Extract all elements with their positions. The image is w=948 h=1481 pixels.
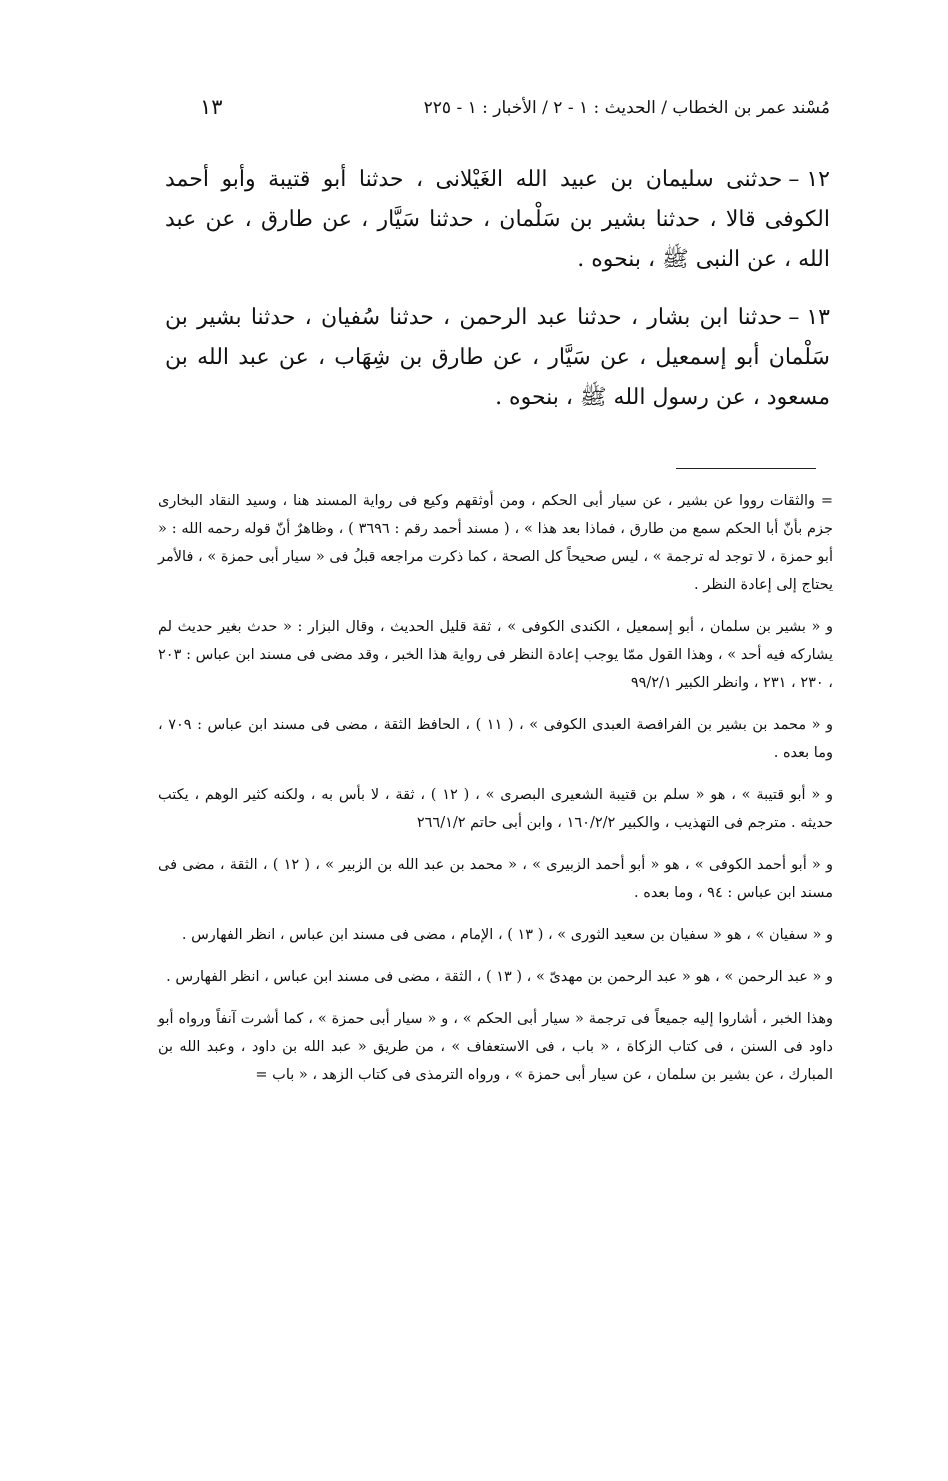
hadith-12	[165, 160, 830, 280]
hadith-number: ١٣ –	[788, 305, 830, 330]
footnote-paragraph: و « بشير بن سلمان ، أبو إسمعيل ، الكندى الكوفى » ، ثقة قليل الحديث ، وقال البزار : « حدث بغير حديث لم يشاركه فيه أحد » ، وهذا القول ممّا يوجب إعادة النظر فى رواية هذا الخبر ، وقد مضى فى مسند ابن عباس : ٢٠٣ ، ٢٣٠ ، ٢٣١ ، وانظر الكبير ٩٩/٢/١	[158, 619, 833, 691]
hadith-13	[165, 298, 830, 418]
footnote-paragraph: = والثقات رووا عن بشير ، عن سيار أبى الحكم ، ومن أوثقهم وكيع فى رواية المسند هنا ، وسيد النقاد البخارى جزم بأنّ أبا الحكم سمع من طارق ، فماذا بعد هذا » ، ( مسند أحمد رقم : ٣٦٩٦ ) ، وظاهرٌ أنّ قوله رحمه الله : « أبو حمزة ، لا توجد له ترجمة » ، ليس صحيحاً كل الصحة ، كما ذكرت مراجعه قبلُ فى « سيار أبى حمزة » ، فالأمر يحتاج إلى إعادة النظر .	[158, 493, 833, 593]
hadith-text: حدثنا ابن بشار ، حدثنا عبد الرحمن ، حدثنا سُفيان ، حدثنا بشير بن سَلْمان أبو إسمعيل ، عن سَيَّار ، عن طارق بن شِهَاب ، عن عبد الله بن مسعود ، عن رسول الله ﷺ ، بنحوه .	[165, 305, 830, 410]
footnote-paragraph: و « عبد الرحمن » ، هو « عبد الرحمن بن مهدىّ » ، ( ١٣ ) ، الثقة ، مضى فى مسند ابن عباس ، انظر الفهارس .	[166, 969, 833, 985]
page-number: ١٣	[200, 95, 223, 119]
running-header	[150, 94, 830, 126]
main-text	[165, 160, 830, 436]
footnote-paragraph: وهذا الخبر ، أشاروا إليه جميعاً فى ترجمة « سيار أبى الحكم » ، و « سيار أبى حمزة » ، كما أشرت آنفاً ورواه أبو داود فى السنن ، فى كتاب الزكاة ، « باب ، فى الاستعفاف » ، من طريق « عبد الله بن داود ، وعبد الله بن المبارك ، عن بشير بن سلمان ، عن سيار أبى حمزة » ، ورواه الترمذى فى كتاب الزهد ، « باب =	[158, 1011, 833, 1083]
footnote-separator	[676, 468, 816, 469]
footnotes	[158, 487, 833, 1103]
hadith-text: حدثنى سليمان بن عبيد الله الغَيْلانى ، حدثنا أبو قتيبة وأبو أحمد الكوفى قالا ، حدثنا بشير بن سَلْمان ، حدثنا سَيَّار ، عن طارق ، عن عبد الله ، عن النبى ﷺ ، بنحوه .	[165, 167, 830, 272]
footnote-paragraph: و « سفيان » ، هو « سفيان بن سعيد الثورى » ، ( ١٣ ) ، الإمام ، مضى فى مسند ابن عباس ، انظر الفهارس .	[181, 927, 833, 943]
footnote-paragraph: و « أبو أحمد الكوفى » ، هو « أبو أحمد الزبيرى » ، « محمد بن عبد الله بن الزبير » ، ( ١٢ ) ، الثقة ، مضى فى مسند ابن عباس : ٩٤ ، وما بعده .	[158, 857, 833, 901]
running-title: مُسْند عمر بن الخطاب / الحديث : ١ - ٢ / الأخبار : ١ - ٢٢٥	[423, 98, 830, 118]
hadith-number: ١٢ –	[788, 167, 830, 192]
footnote-paragraph: و « أبو قتيبة » ، هو « سلم بن قتيبة الشعيرى البصرى » ، ( ١٢ ) ، ثقة ، لا بأس به ، ولكنه كثير الوهم ، يكتب حديثه . مترجم فى التهذيب ، والكبير ١٦٠/٢/٢ ، وابن أبى حاتم ٢٦٦/١/٢	[158, 787, 833, 831]
footnote-paragraph: و « محمد بن بشير بن الفرافصة العبدى الكوفى » ، ( ١١ ) ، الحافظ الثقة ، مضى فى مسند ابن عباس : ٧٠٩ ، وما بعده .	[158, 717, 833, 761]
